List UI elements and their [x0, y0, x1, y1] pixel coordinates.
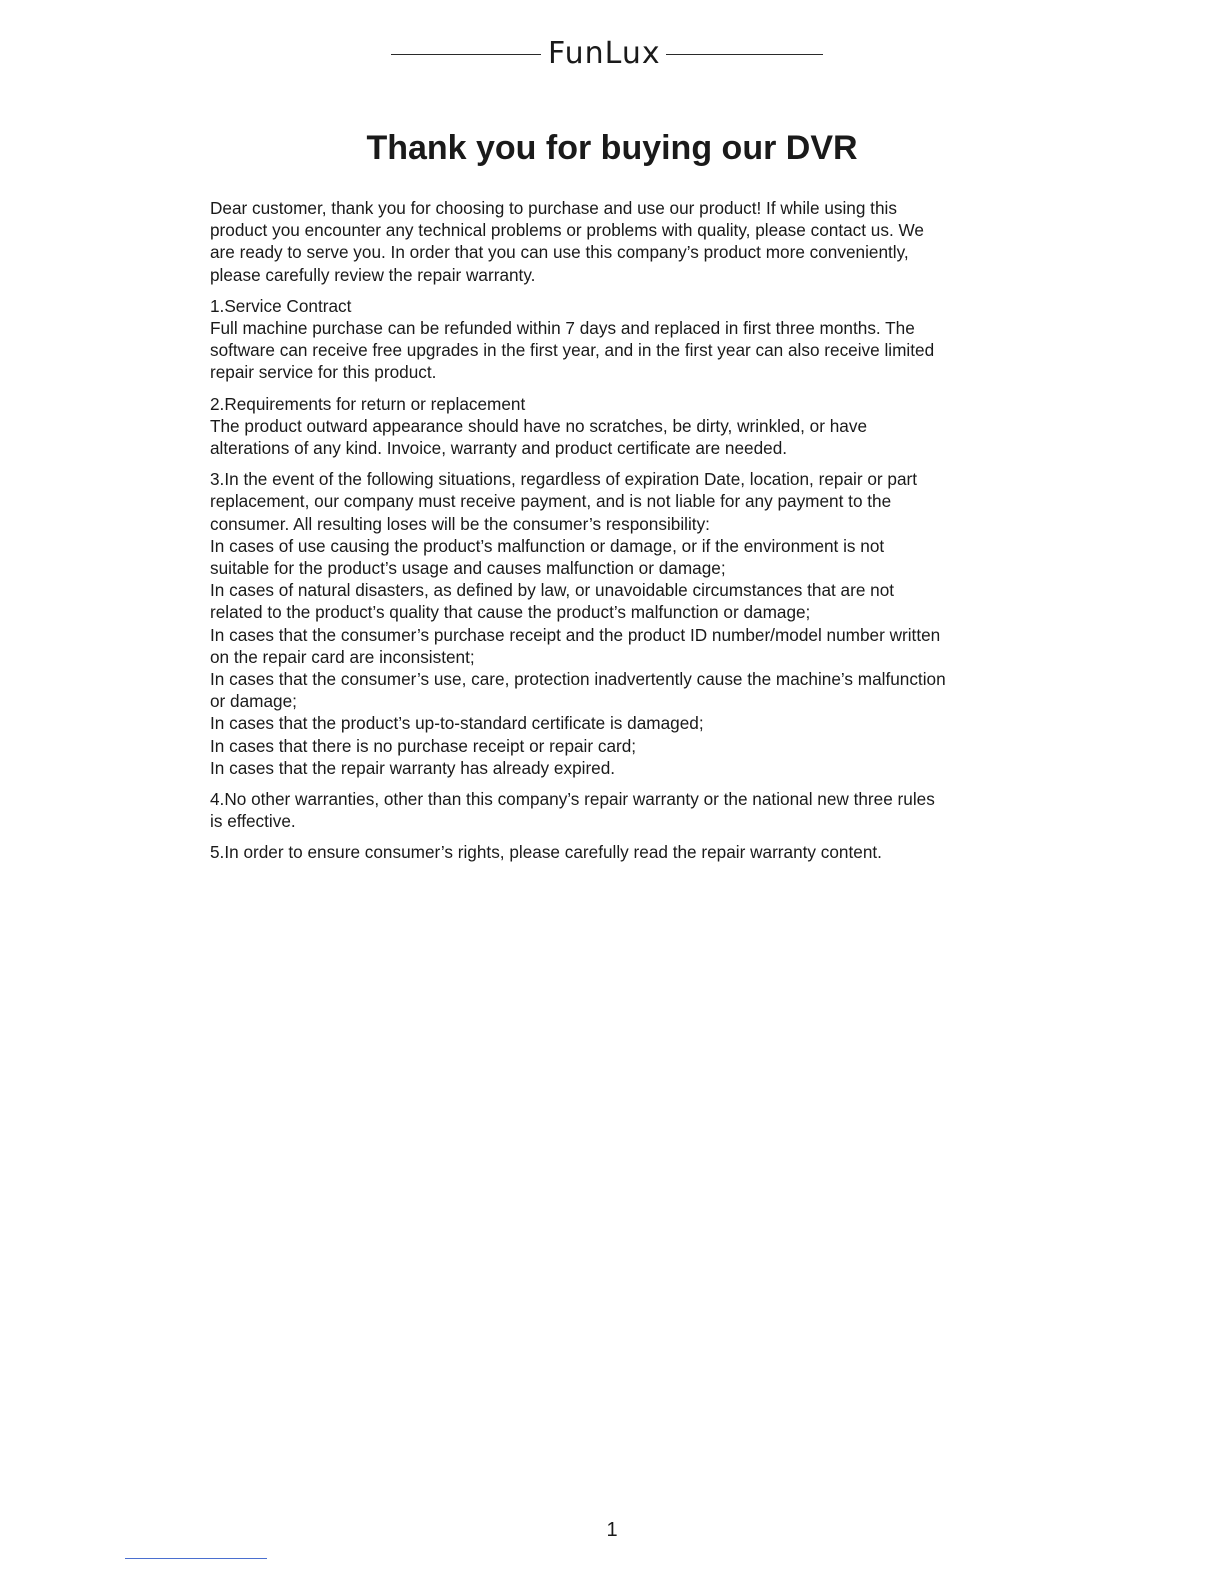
text-line: In cases that there is no purchase receipt or repair card;: [210, 735, 637, 756]
text-line: Dear customer, thank you for choosing to purchase and use our product! If while using this: [210, 198, 897, 218]
section-heading: 4.No other warranties, other than this company’s repair warranty or the national new three rules: [210, 789, 935, 810]
page-number: 1: [606, 1519, 618, 1541]
section-heading: 1.Service Contract: [210, 295, 352, 316]
text-line: is effective.: [210, 811, 296, 832]
section-consumer-rights: [210, 841, 1016, 863]
page-header: [0, 34, 1224, 74]
text-line: related to the product’s quality that cause the product’s malfunction or damage;: [210, 602, 811, 623]
text-line: are ready to serve you. In order that you can use this company’s product more conveniently,: [210, 242, 909, 263]
text-line: In cases that the repair warranty has already expired.: [210, 757, 616, 778]
text-line: In cases of use causing the product’s malfunction or damage, or if the environment is not: [210, 535, 885, 556]
section-exclusions: [210, 468, 1016, 779]
text-line: or damage;: [210, 691, 297, 712]
text-line: suitable for the product’s usage and causes malfunction or damage;: [210, 558, 726, 579]
text-line: please carefully review the repair warranty.: [210, 264, 536, 285]
text-line: repair service for this product.: [210, 362, 437, 383]
document-body: [210, 197, 1016, 873]
header-rule-right: [666, 54, 823, 55]
text-line: Full machine purchase can be refunded within 7 days and replaced in first three months. The: [210, 318, 915, 339]
section-return-requirements: [210, 393, 1016, 460]
text-line: software can receive free upgrades in the first year, and in the first year can also receive limited: [210, 340, 935, 361]
text-line: In cases that the consumer’s purchase receipt and the product ID number/model number written: [210, 624, 941, 645]
text-line: In cases that the consumer’s use, care, protection inadvertently cause the machine’s malfunction: [210, 669, 946, 690]
text-line: The product outward appearance should have no scratches, be dirty, wrinkled, or have: [210, 415, 868, 436]
footnote-rule: [125, 1558, 267, 1559]
section-no-other-warranties: [210, 788, 1016, 832]
section-heading: 2.Requirements for return or replacement: [210, 393, 526, 414]
text-line: replacement, our company must receive payment, and is not liable for any payment to the: [210, 491, 892, 512]
text-line: product you encounter any technical problems or problems with quality, please contact us. We: [210, 220, 924, 241]
section-heading: 3.In the event of the following situations, regardless of expiration Date, location, repair or part: [210, 469, 917, 490]
text-line: alterations of any kind. Invoice, warranty and product certificate are needed.: [210, 438, 788, 459]
text-line: In cases of natural disasters, as defined by law, or unavoidable circumstances that are not: [210, 580, 895, 601]
section-service-contract: [210, 295, 1016, 384]
text-line: consumer. All resulting loses will be the consumer’s responsibility:: [210, 513, 710, 534]
text-line: on the repair card are inconsistent;: [210, 646, 475, 667]
page-title: Thank you for buying our DVR: [366, 129, 858, 167]
section-heading: 5.In order to ensure consumer’s rights, please carefully read the repair warranty content.: [210, 842, 882, 863]
text-line: In cases that the product’s up-to-standard certificate is damaged;: [210, 713, 704, 734]
header-rule-left: [391, 54, 541, 55]
intro-paragraph: [210, 197, 1016, 286]
brand-logo: FunLux: [548, 36, 661, 71]
